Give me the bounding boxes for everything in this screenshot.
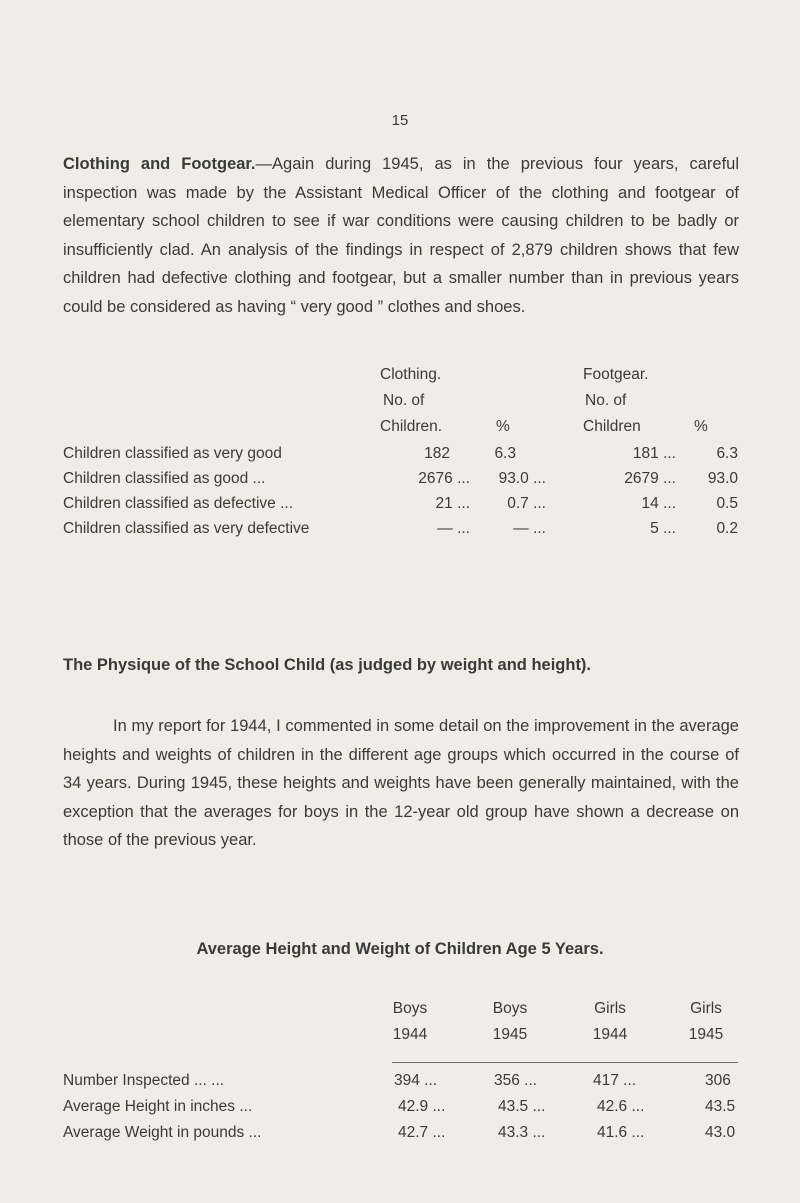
clothing-sub-header: No. of	[383, 392, 425, 409]
physique-heading: The Physique of the School Child (as judged by weight and height).	[63, 656, 592, 674]
col-year: 1944	[392, 1026, 428, 1043]
row-footgear-percent: 6.3	[716, 445, 738, 462]
row-footgear-count: 181 ...	[632, 445, 676, 462]
row-label: Average Weight in pounds ...	[63, 1124, 262, 1141]
clothing-group-header: Clothing.	[380, 366, 442, 383]
col-year: 1944	[592, 1026, 628, 1043]
row-clothing-percent: 6.3	[494, 445, 516, 462]
footgear-percent-header: %	[694, 418, 708, 435]
clothing-percent-header: %	[496, 418, 510, 435]
physique-paragraph: In my report for 1944, I commented in some detail on the improvement in the average heights and weights of children in the different age groups which occurred in the course of 34 years. During 1945, these heights and weights have been generally maintained, with the exception that the averages for boys in the 12-year old group have shown a decrease on those of the previous year.	[63, 717, 739, 850]
row-label: Number Inspected ... ...	[63, 1072, 225, 1089]
row-label: Children classified as very defective	[63, 520, 310, 537]
row-footgear-count: 14 ...	[641, 495, 676, 512]
row-footgear-percent: 0.2	[716, 520, 738, 537]
row-value: 43.5	[705, 1098, 736, 1115]
footgear-sub-header: No. of	[585, 392, 627, 409]
footgear-children-header: Children	[583, 418, 641, 435]
col-year: 1945	[492, 1026, 528, 1043]
row-value: 356 ...	[494, 1072, 538, 1089]
row-label: Children classified as defective ...	[63, 495, 294, 512]
row-label: Children classified as very good	[63, 445, 282, 462]
row-value: 42.9 ...	[398, 1098, 446, 1115]
row-clothing-percent: 93.0 ...	[498, 470, 546, 487]
footgear-group-header: Footgear.	[583, 366, 649, 383]
row-value: 43.5 ...	[498, 1098, 546, 1115]
row-clothing-count: 182	[424, 445, 450, 462]
row-clothing-percent: — ...	[513, 520, 546, 537]
row-footgear-percent: 0.5	[716, 495, 738, 512]
row-value: 42.6 ...	[597, 1098, 645, 1115]
row-label: Average Height in inches ...	[63, 1098, 253, 1115]
col-year: 1945	[688, 1026, 724, 1043]
col-header-boys-1945: Boys	[492, 1000, 528, 1017]
row-footgear-count: 5 ...	[650, 520, 676, 537]
row-clothing-percent: 0.7 ...	[507, 495, 546, 512]
row-clothing-count: 21 ...	[435, 495, 470, 512]
row-clothing-count: — ...	[437, 520, 470, 537]
row-clothing-count: 2676 ...	[418, 470, 470, 487]
col-header-boys-1944: Boys	[392, 1000, 428, 1017]
row-label: Children classified as good ...	[63, 470, 266, 487]
clothing-paragraph	[63, 150, 739, 322]
clothing-text: —Again during 1945, as in the previous four years, careful inspection was made by the Assistant Medical Officer of the clothing and footgear of elementary school children to see if war conditions were causing children to be badly or insufficiently clad. An analysis of the findings in respect of 2,879 children shows that few children had defective clothing and footgear, but a smaller number than in previous years could be considered as having “ very good ” clothes and shoes.	[63, 155, 740, 316]
row-value: 43.3 ...	[498, 1124, 546, 1141]
page-number: 15	[391, 112, 409, 129]
row-value: 306	[705, 1072, 731, 1089]
row-value: 394 ...	[394, 1072, 438, 1089]
col-header-girls-1945: Girls	[690, 1000, 722, 1017]
row-value: 42.7 ...	[398, 1124, 446, 1141]
row-footgear-count: 2679 ...	[624, 470, 676, 487]
header-rule	[392, 1062, 738, 1063]
col-header-girls-1944: Girls	[594, 1000, 626, 1017]
clothing-lead: Clothing and Footgear.	[63, 155, 256, 173]
row-value: 41.6 ...	[597, 1124, 645, 1141]
row-footgear-percent: 93.0	[707, 470, 738, 487]
age5-table-title: Average Height and Weight of Children Age 5 Years.	[196, 940, 604, 958]
row-value: 417 ...	[593, 1072, 637, 1089]
clothing-children-header: Children.	[380, 418, 443, 435]
row-value: 43.0	[705, 1124, 736, 1141]
